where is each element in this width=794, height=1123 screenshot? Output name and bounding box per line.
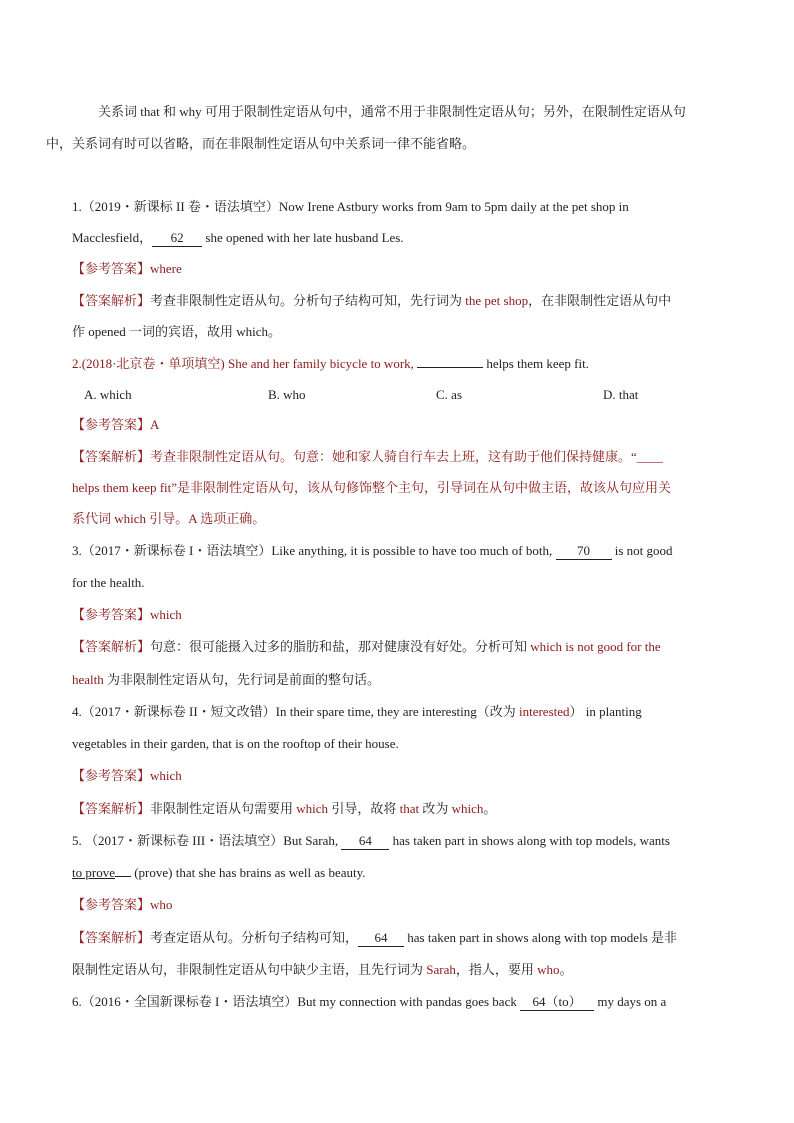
q2-option-b: B. who bbox=[268, 387, 306, 402]
q5-answer-value: who bbox=[150, 897, 173, 912]
q6-line-1: 6.（2016・全国新课标卷 I・语法填空）But my connection with pandas goes back 64（to） my days on a bbox=[72, 994, 667, 1009]
analysis-label: 【答案解析】 bbox=[72, 293, 151, 308]
q5-prove-answer: to prove bbox=[72, 865, 115, 880]
q5-explanation-line-2: 限制性定语从句，非限制性定语从句中缺少主语，且先行词为 Sarah，指人，要用 who。 bbox=[72, 962, 573, 977]
q1-answer bbox=[72, 259, 724, 279]
q3-line-1: 3.（2017・新课标卷 I・语法填空）Like anything, it is possible to have too much of both, 70 is not good bbox=[72, 543, 673, 558]
q1-explanation-line-1: 【答案解析】考查非限制性定语从句。分析句子结构可知，先行词为 the pet shop，在非限制性定语从句中 bbox=[72, 293, 672, 308]
q4-explanation: 【答案解析】非限制性定语从句需要用 which 引导，故将 that 改为 which。 bbox=[72, 801, 497, 816]
q3-line-2: for the health. bbox=[72, 575, 145, 590]
q5-line-1: 5. （2017・新课标卷 III・语法填空）But Sarah, 64 has taken part in shows along with top models, wants bbox=[72, 833, 670, 848]
q4-line-1: 4.（2017・新课标卷 II・短文改错）In their spare time, they are interesting（改为 interested） in planting bbox=[72, 704, 642, 719]
q4-line-2: vegetables in their garden, that is on the rooftop of their house. bbox=[72, 736, 399, 751]
q6-blank: 64（to） bbox=[520, 994, 594, 1011]
q1-blank: 62 bbox=[152, 230, 202, 247]
q5-blank: 64 bbox=[341, 833, 389, 850]
q2-option-d: D. that bbox=[603, 387, 639, 402]
intro-paragraph bbox=[46, 96, 722, 160]
answer-label: 【参考答案】 bbox=[72, 261, 151, 276]
analysis-label: 【答案解析】 bbox=[72, 930, 151, 945]
q5-explanation-line-1: 【答案解析】考查定语从句。分析句子结构可知， 64 has taken part in shows along with top models 是非 bbox=[72, 930, 677, 945]
q2-line-1: 2.(2018·北京卷・单项填空) She and her family bicycle to work, helps them keep fit. bbox=[72, 356, 589, 371]
q3-answer bbox=[72, 605, 724, 625]
analysis-label: 【答案解析】 bbox=[72, 639, 151, 654]
q4-answer bbox=[72, 766, 724, 786]
answer-label: 【参考答案】 bbox=[72, 417, 151, 432]
q3-answer-value: which bbox=[150, 607, 182, 622]
q2-explanation-line-1: 【答案解析】考查非限制性定语从句。句意：她和家人骑自行车去上班，这有助于他们保持健康。“____ bbox=[72, 449, 663, 464]
answer-label: 【参考答案】 bbox=[72, 768, 151, 783]
q2-explanation-line-2: helps them keep fit”是非限制性定语从句，该从句修饰整个主句，引导词在从句中做主语，故该从句应用关 bbox=[72, 480, 672, 495]
answer-label: 【参考答案】 bbox=[72, 607, 151, 622]
answer-label: 【参考答案】 bbox=[72, 897, 151, 912]
analysis-label: 【答案解析】 bbox=[72, 801, 151, 816]
analysis-label: 【答案解析】 bbox=[72, 449, 151, 464]
intro-line-1: 关系词 that 和 why 可用于限制性定语从句中，通常不用于非限制性定语从句；另外，在限制性定语从句 bbox=[98, 104, 686, 119]
q4-answer-value: which bbox=[150, 768, 182, 783]
q2-answer bbox=[72, 415, 724, 435]
q1-line-1: 1.（2019・新课标 II 卷・语法填空）Now Irene Astbury works from 9am to 5pm daily at the pet shop in bbox=[72, 199, 629, 214]
q2-answer-value: A bbox=[150, 417, 160, 432]
q2-option-a: A. which bbox=[84, 387, 132, 402]
q3-blank: 70 bbox=[556, 543, 612, 560]
q2-blank bbox=[417, 367, 483, 368]
q1-line-2: Macclesfield， 62 she opened with her late husband Les. bbox=[72, 230, 404, 245]
q5-line-2: to prove (prove) that she has brains as well as beauty. bbox=[72, 865, 366, 880]
q5-answer bbox=[72, 895, 724, 915]
q3-explanation-line-1: 【答案解析】句意：很可能摄入过多的脂肪和盐，那对健康没有好处。分析可知 which is not good for the bbox=[72, 639, 661, 654]
q2-explanation-line-3: 系代词 which 引导。A 选项正确。 bbox=[72, 511, 266, 526]
q1-explanation-line-2: 作 opened 一词的宾语，故用 which。 bbox=[72, 324, 282, 339]
intro-line-2: 中，关系词有时可以省略，而在非限制性定语从句中关系词一律不能省略。 bbox=[46, 136, 476, 151]
q1-answer-value: where bbox=[150, 261, 182, 276]
q2-option-c: C. as bbox=[436, 387, 462, 402]
q3-explanation-line-2: health 为非限制性定语从句，先行词是前面的整句话。 bbox=[72, 672, 381, 687]
